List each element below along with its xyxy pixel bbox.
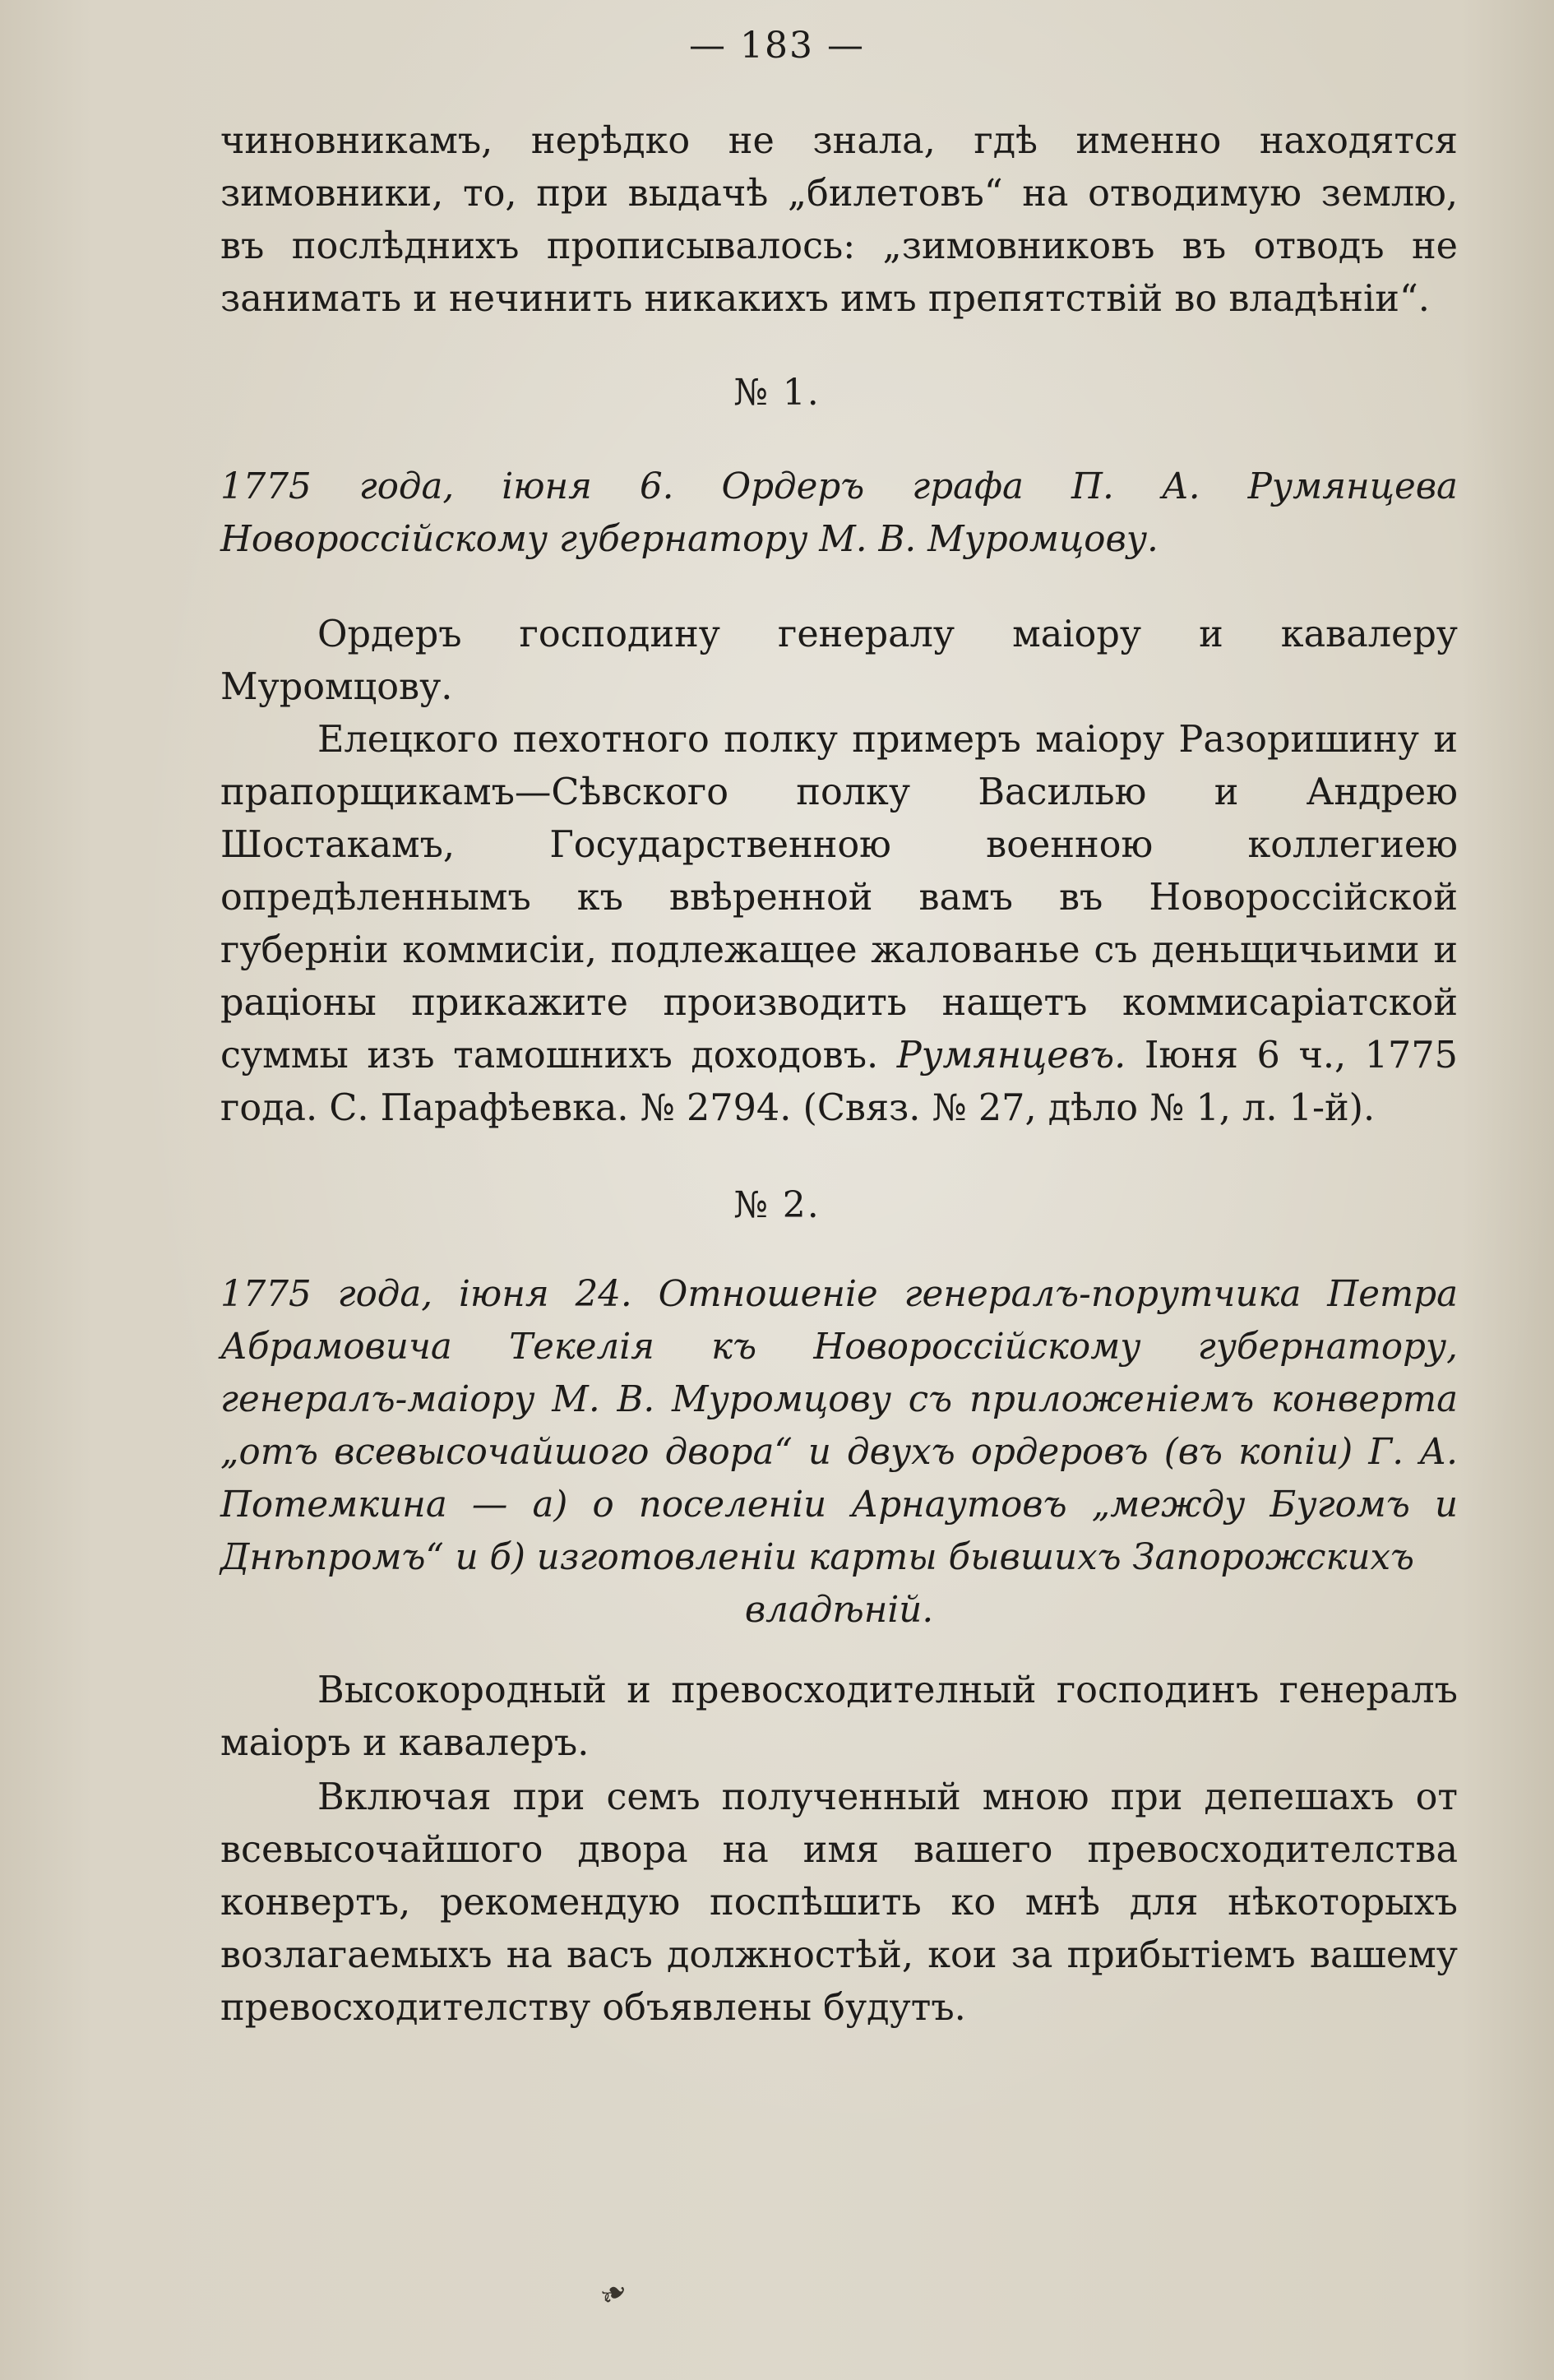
- document-1-body-paragraph: [220, 714, 1458, 1135]
- document-2-heading-block: [220, 1268, 1458, 1637]
- document-1-heading: 1775 года, іюня 6. Ордеръ графа П. А. Румянцева Новороссійскому губернатору М. В. Муромцову.: [220, 466, 1458, 560]
- document-1-signature: Румянцевъ.: [896, 1035, 1126, 1077]
- document-1-number: № 1.: [733, 372, 821, 414]
- document-2-heading-last-line: владѣній.: [744, 1590, 934, 1631]
- document-1-body: Елецкого пехотного полку примеръ маіору Разоришину и прапорщикамъ—Сѣвского полку Василью и Андрею Шостакамъ, Государственною военною коллегиею опредѣленнымъ къ ввѣренной вамъ въ Новороссійской губерніи коммисіи, подлежащее жалованье съ деньщичьими и раціоны прикажите производить нащетъ коммисаріатской суммы изъ тамошнихъ доходовъ.: [220, 719, 1458, 1077]
- document-2-number: № 2.: [733, 1184, 821, 1226]
- document-2-salutation-block: [220, 1665, 1458, 1770]
- page-number: — 183 —: [689, 25, 865, 67]
- document-1-address-block: [220, 609, 1458, 714]
- intro-paragraph-block: [220, 115, 1458, 326]
- intro-paragraph: чиновникамъ, нерѣдко не знала, гдѣ именно находятся зимовники, то, при выдачѣ „билетовъ“ на отводимую землю, въ послѣднихъ прописывалось: „зимовниковъ въ отводъ не занимать и нечинить никакихъ имъ препятствій во владѣніи“.: [220, 120, 1458, 320]
- document-2-heading: 1775 года, іюня 24. Отношеніе генералъ-порутчика Петра Абрамовича Текелія къ Новороссійскому губернатору, генералъ-маіору М. В. Муромцову съ приложеніемъ конверта „отъ всевысочайшого двора“ и двухъ ордеровъ (въ копіи) Г. А. Потемкина — а) о поселеніи Арнаутовъ „между Бугомъ и Днѣпромъ“ и б) изготовленіи карты бывшихъ Запорожскихъ: [220, 1274, 1458, 1578]
- document-1-heading-block: [220, 461, 1458, 566]
- document-2-body: Включая при семъ полученный мною при депешахъ от всевысочайшого двора на имя вашего превосходителства конвертъ, рекомендую поспѣшить ко мнѣ для нѣкоторыхъ возлагаемыхъ на васъ должностѣй, кои за прибытіемъ вашему превосходителству объявлены будутъ.: [220, 1776, 1458, 2029]
- document-2-body-block: [220, 1771, 1458, 2035]
- document-1-address: Ордеръ господину генералу маіору и кавалеру Муромцову.: [220, 614, 1458, 708]
- document-1-body-block: [220, 714, 1458, 1135]
- document-1-closing: Іюня 6 ч., 1775 года. С. Парафѣевка. № 2794. (Связ. № 27, дѣло № 1, л. 1-й).: [220, 1035, 1458, 1129]
- document-2-salutation: Высокородный и превосходителный господинъ генералъ маіоръ и кавалеръ.: [220, 1669, 1458, 1764]
- ink-mark: ❧: [592, 2270, 636, 2317]
